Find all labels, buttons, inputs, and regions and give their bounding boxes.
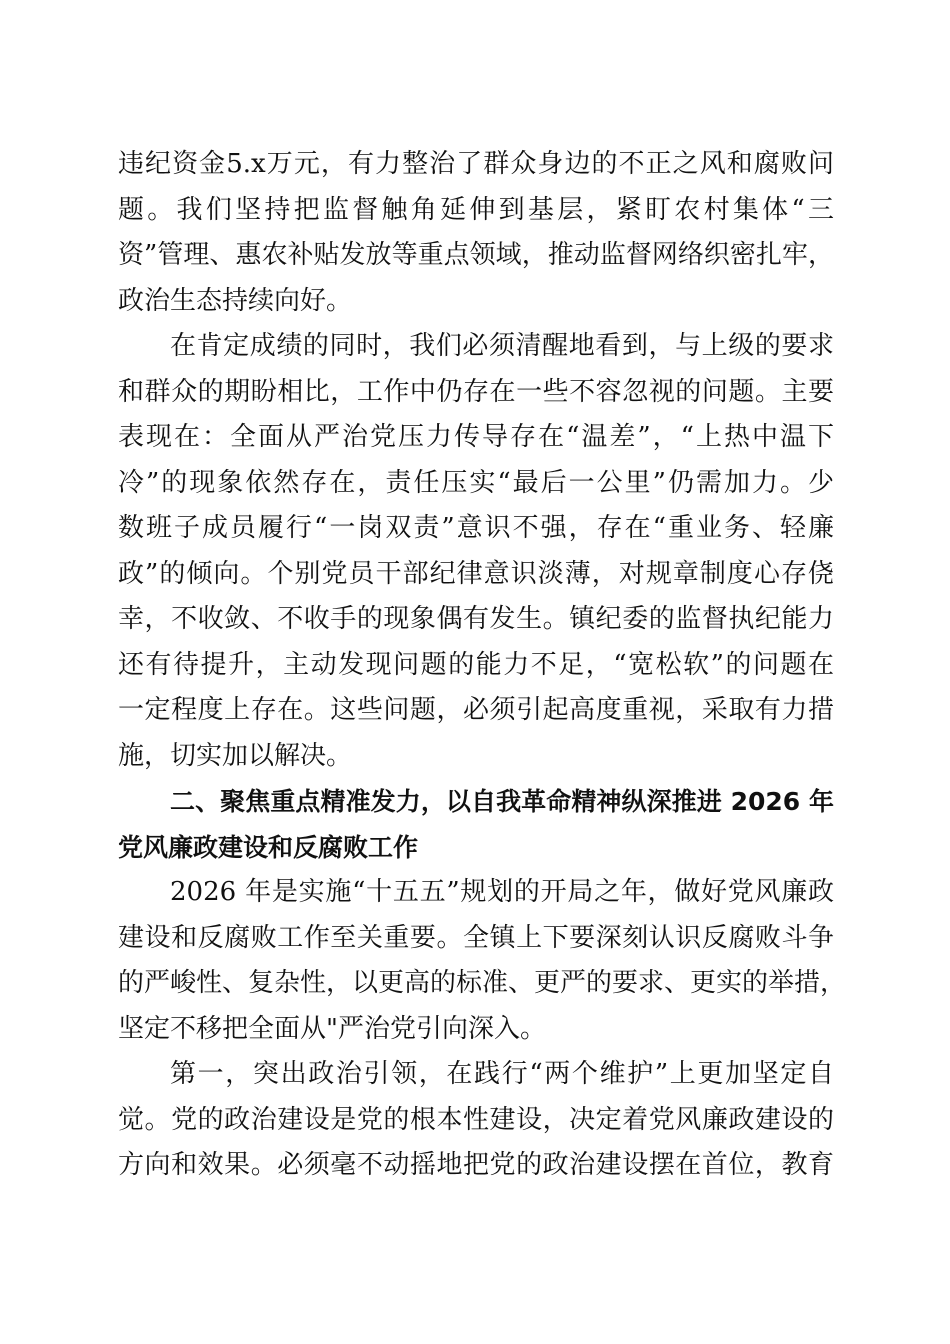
paragraph-funds-result [118, 142, 834, 324]
text-line: 建设和反腐败工作至关重要。全镇上下要深刻认识反腐败斗争 [118, 922, 834, 953]
paragraph-first-point [118, 1052, 834, 1189]
text-line: 冷”的现象依然存在，责任压实“最后一公里”仍需加力。少 [118, 467, 834, 498]
text-line: 2026 年是实施“十五五”规划的开局之年，做好党风廉政 [170, 877, 834, 907]
text-line: 坚定不移把全面从"严治党引向深入。 [118, 1013, 546, 1044]
text-line: 数班子成员履行“一岗双责”意识不强，存在“重业务、轻廉 [118, 513, 834, 543]
document-page [118, 142, 847, 1189]
text-line: 幸，不收敛、不收手的现象偶有发生。镇纪委的监督执纪能力 [118, 604, 834, 634]
text-line: 的严峻性、复杂性，以更高的标准、更严的要求、更实的举措， [118, 968, 847, 998]
paragraph-2026-overview [118, 870, 847, 1052]
text-line: 资”管理、惠农补贴发放等重点领域，推动监督网络织密扎牢， [118, 240, 834, 270]
text-line: 和群众的期盼相比，工作中仍存在一些不容忽视的问题。主要 [118, 376, 834, 407]
text-line: 在肯定成绩的同时，我们必须清醒地看到，与上级的要求 [170, 331, 834, 361]
text-line: 政治生态持续向好。 [118, 285, 353, 316]
text-line: 还有待提升，主动发现问题的能力不足，“宽松软”的问题在 [118, 649, 834, 680]
text-line: 一定程度上存在。这些问题，必须引起高度重视，采取有力措 [118, 695, 834, 725]
text-line: 方向和效果。必须毫不动摇地把党的政治建设摆在首位，教育 [118, 1150, 834, 1180]
section-heading [118, 779, 834, 870]
text-line: 表现在：全面从严治党压力传导存在“温差”，“上热中温下 [118, 422, 834, 452]
text-line: 政”的倾向。个别党员干部纪律意识淡薄，对规章制度心存侥 [118, 558, 834, 589]
text-line: 违纪资金5.x万元，有力整治了群众身边的不正之风和腐败问 [118, 149, 834, 179]
text-line: 施，切实加以解决。 [118, 740, 353, 771]
text-line: 觉。党的政治建设是党的根本性建设，决定着党风廉政建设的 [118, 1104, 834, 1135]
paragraph-problems [118, 324, 834, 779]
text-line: 题。我们坚持把监督触角延伸到基层，紧盯农村集体“三 [118, 194, 834, 225]
heading-line: 二、聚焦重点精准发力，以自我革命精神纵深推进 2026 年 [170, 787, 834, 816]
heading-line: 党风廉政建设和反腐败工作 [118, 832, 419, 862]
text-line: 第一，突出政治引领，在践行“两个维护”上更加坚定自 [170, 1059, 834, 1089]
